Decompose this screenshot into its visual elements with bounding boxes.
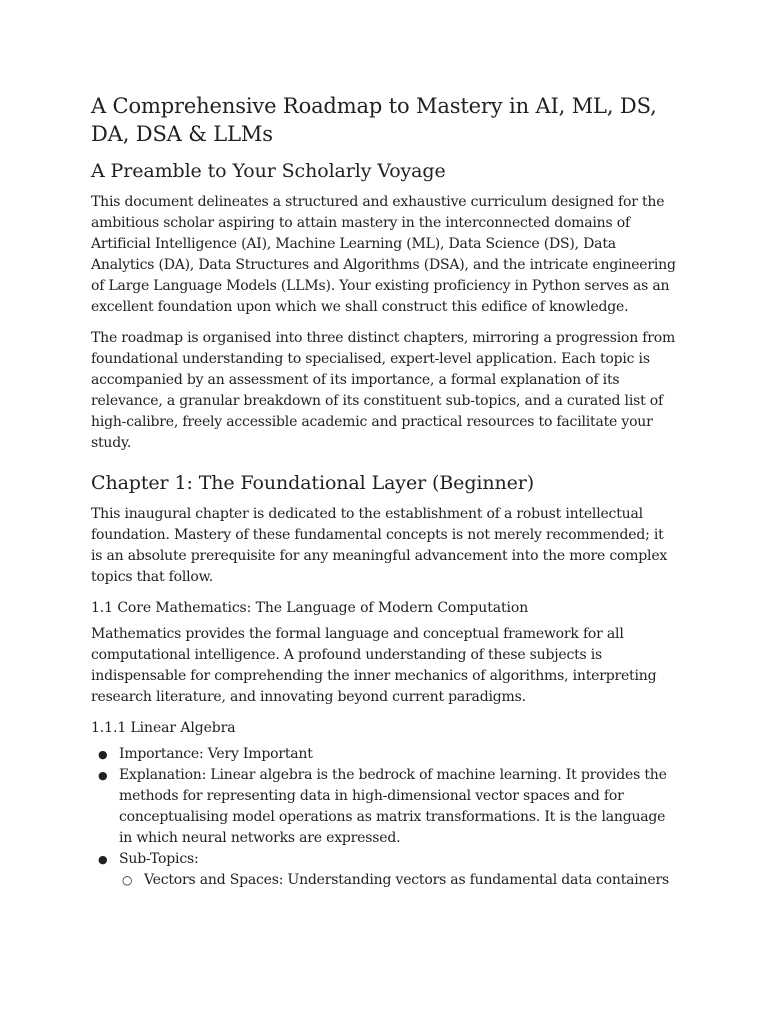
list-item-subtopics — [91, 849, 676, 870]
document-title: A Comprehensive Roadmap to Mastery in AI, ML, DS, DA, DSA & LLMs — [91, 94, 657, 146]
section-1-1-text: Mathematics provides the formal language and conceptual framework for all computational intelligence. A profound understanding of these subjects is indispensable for comprehending the inner mechanics of algorithms, interpreting research literature, and innovating beyond current paradigms. — [91, 626, 657, 705]
linear-algebra-list — [91, 744, 676, 870]
bullet-icon: ● — [98, 769, 108, 782]
chapter-1-heading: Chapter 1: The Foundational Layer (Beginner) — [91, 472, 535, 494]
preamble-heading: A Preamble to Your Scholarly Voyage — [91, 160, 446, 182]
list-item-importance — [91, 744, 676, 765]
list-item-text: Explanation: Linear algebra is the bedrock of machine learning. It provides the methods for representing data in high-dimensional vector spaces and for conceptualising model operations as matrix transformations. It is the language in which neural networks are expressed. — [119, 767, 667, 846]
list-item-text: Sub-Topics: — [119, 851, 199, 867]
preamble-paragraph-1: This document delineates a structured and exhaustive curriculum designed for the ambitious scholar aspiring to attain mastery in the interconnected domains of Artificial Intelligence (AI), Machine Learning (ML), Data Science (DS), Data Analytics (DA), Data Structures and Algorithms (DSA), and the intricate engineering of Large Language Models (LLMs). Your existing proficiency in Python serves as an excellent foundation upon which we shall construct this edifice of knowledge. — [91, 194, 676, 315]
preamble-paragraph-2: The roadmap is organised into three distinct chapters, mirroring a progression from foundational understanding to specialised, expert-level application. Each topic is accompanied by an assessment of its importance, a formal explanation of its relevance, a granular breakdown of its constituent sub-topics, and a curated list of high-calibre, freely accessible academic and practical resources to facilitate your study. — [91, 330, 676, 451]
section-1-1-heading: 1.1 Core Mathematics: The Language of Modern Computation — [91, 600, 529, 616]
bullet-icon: ● — [98, 853, 108, 866]
subtopic-item-vectors — [91, 870, 676, 891]
hollow-bullet-icon: ○ — [122, 873, 133, 887]
subtopics-list — [91, 870, 676, 891]
section-1-1-1-heading: 1.1.1 Linear Algebra — [91, 720, 236, 736]
list-item-text: Importance: Very Important — [119, 746, 313, 762]
subtopic-text: Vectors and Spaces: Understanding vectors as fundamental data containers — [144, 872, 669, 888]
bullet-icon: ● — [98, 748, 108, 761]
list-item-explanation — [91, 765, 676, 849]
chapter-1-intro: This inaugural chapter is dedicated to the establishment of a robust intellectual foundation. Mastery of these fundamental concepts is not merely recommended; it is an absolute prerequisite for any meaningful advancement into the more complex topics that follow. — [91, 506, 668, 585]
